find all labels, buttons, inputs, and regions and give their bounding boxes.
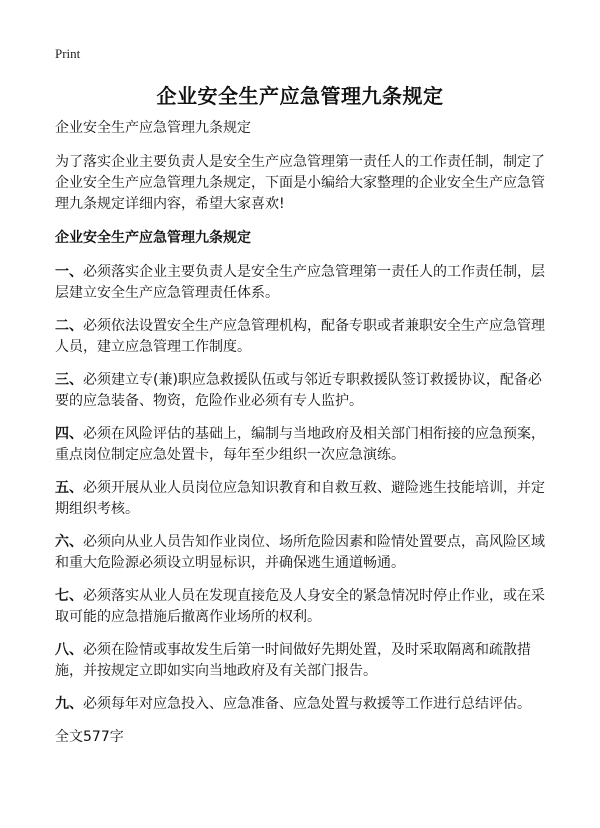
rule-number: 六、: [55, 534, 83, 550]
rule-5: [55, 478, 550, 520]
rule-8: [55, 640, 550, 682]
rule-number: 三、: [55, 372, 83, 388]
rule-number: 七、: [55, 588, 83, 604]
rule-3: [55, 370, 550, 412]
document-title: 企业安全生产应急管理九条规定: [156, 84, 444, 108]
rule-1: [55, 262, 550, 304]
rule-text: 必须依法设置安全生产应急管理机构，配备专职或者兼职安全生产应急管理人员，建立应急管理工作制度。: [55, 318, 545, 355]
rule-text: 必须落实从业人员在发现直接危及人身安全的紧急情况时停止作业，或在采取可能的应急措施后撤离作业场所的权利。: [55, 588, 545, 625]
word-count: 全文577字: [55, 729, 124, 745]
rule-number: 一、: [55, 264, 83, 280]
rule-text: 必须开展从业人员岗位应急知识教育和自救互救、避险逃生技能培训，并定期组织考核。: [55, 480, 545, 517]
rule-number: 九、: [55, 696, 83, 712]
rule-number: 五、: [55, 480, 83, 496]
rule-2: [55, 316, 550, 358]
rule-7: [55, 586, 550, 628]
rule-9: [55, 694, 550, 715]
rule-text: 必须向从业人员告知作业岗位、场所危险因素和险情处置要点，高风险区域和重大危险源必须设立明显标识，并确保逃生通道畅通。: [55, 534, 545, 571]
document-body: [55, 118, 550, 748]
rule-number: 八、: [55, 642, 83, 658]
rule-text: 必须建立专(兼)职应急救援队伍或与邻近专职救援队签订救援协议，配备必要的应急装备、物资，危险作业必须有专人监护。: [55, 372, 542, 409]
rule-text: 必须在风险评估的基础上，编制与当地政府及相关部门相衔接的应急预案，重点岗位制定应急处置卡，每年至少组织一次应急演练。: [55, 426, 545, 463]
rule-text: 必须每年对应急投入、应急准备、应急处置与救援等工作进行总结评估。: [83, 696, 531, 712]
print-link[interactable]: Print: [55, 46, 81, 61]
intro-paragraph: 为了落实企业主要负责人是安全生产应急管理第一责任人的工作责任制，制定了企业安全生产应急管理九条规定，下面是小编给大家整理的企业安全生产应急管理九条规定详细内容，希望大家喜欢!: [55, 154, 545, 212]
section-heading: 企业安全生产应急管理九条规定: [55, 230, 251, 246]
rule-number: 四、: [55, 426, 83, 442]
rule-text: 必须落实企业主要负责人是安全生产应急管理第一责任人的工作责任制，层层建立安全生产应急管理责任体系。: [55, 264, 545, 301]
rule-number: 二、: [55, 318, 83, 334]
document-subtitle: 企业安全生产应急管理九条规定: [55, 120, 251, 136]
rule-text: 必须在险情或事故发生后第一时间做好先期处置，及时采取隔离和疏散措施，并按规定立即如实向当地政府及有关部门报告。: [55, 642, 531, 679]
rule-4: [55, 424, 550, 466]
rule-6: [55, 532, 550, 574]
